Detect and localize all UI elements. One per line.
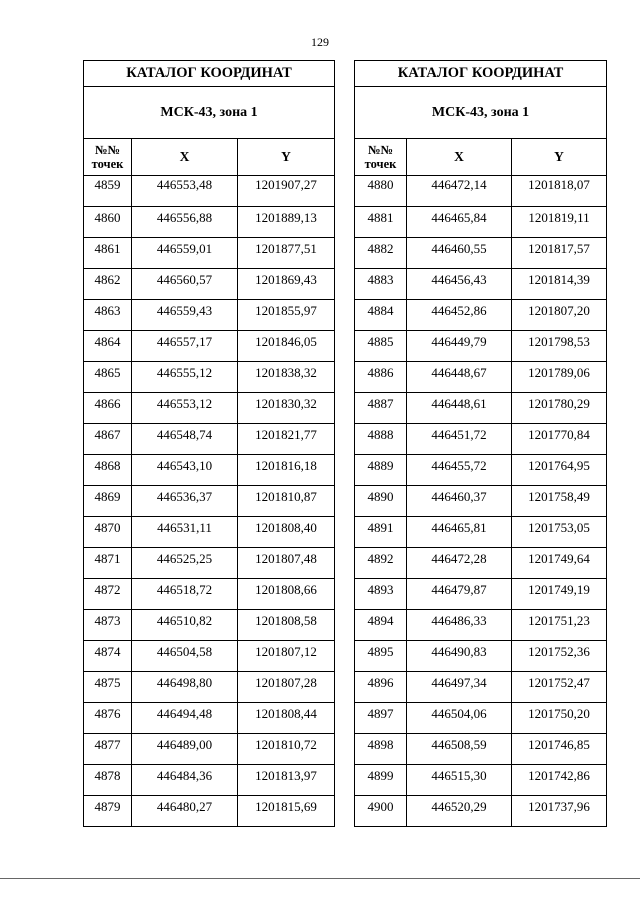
- y-header: Y: [238, 139, 335, 176]
- table-row: [84, 486, 335, 517]
- y-coordinate-cell: 1201855,97: [238, 300, 335, 331]
- table-row: [84, 672, 335, 703]
- y-coordinate-cell: 1201830,32: [238, 393, 335, 424]
- x-coordinate-cell: 446452,86: [407, 300, 512, 331]
- point-number-cell: 4897: [355, 703, 407, 734]
- y-coordinate-cell: 1201838,32: [238, 362, 335, 393]
- x-coordinate-cell: 446456,43: [407, 269, 512, 300]
- point-number-cell: 4862: [84, 269, 132, 300]
- table-row: [84, 579, 335, 610]
- point-number-header-line2: точек: [91, 157, 124, 171]
- table-row: [355, 424, 607, 455]
- y-coordinate-cell: 1201889,13: [238, 207, 335, 238]
- x-coordinate-cell: 446498,80: [132, 672, 238, 703]
- point-number-cell: 4879: [84, 796, 132, 827]
- x-coordinate-cell: 446472,14: [407, 176, 512, 207]
- point-number-cell: 4872: [84, 579, 132, 610]
- point-number-cell: 4888: [355, 424, 407, 455]
- point-number-header-line2: точек: [364, 157, 397, 171]
- y-coordinate-cell: 1201813,97: [238, 765, 335, 796]
- point-number-cell: 4883: [355, 269, 407, 300]
- point-number-header-line1: №№: [94, 143, 121, 157]
- y-coordinate-cell: 1201877,51: [238, 238, 335, 269]
- y-coordinate-cell: 1201810,87: [238, 486, 335, 517]
- x-coordinate-cell: 446543,10: [132, 455, 238, 486]
- point-number-header: [355, 139, 407, 176]
- point-number-cell: 4887: [355, 393, 407, 424]
- table-row: [355, 703, 607, 734]
- x-coordinate-cell: 446518,72: [132, 579, 238, 610]
- table-row: [355, 765, 607, 796]
- point-number-cell: 4878: [84, 765, 132, 796]
- point-number-cell: 4889: [355, 455, 407, 486]
- point-number-cell: 4874: [84, 641, 132, 672]
- table-row: [355, 362, 607, 393]
- y-coordinate-cell: 1201808,66: [238, 579, 335, 610]
- y-coordinate-cell: 1201751,23: [512, 610, 607, 641]
- table-row: [84, 362, 335, 393]
- table-row: [355, 455, 607, 486]
- point-number-cell: 4865: [84, 362, 132, 393]
- point-number-cell: 4881: [355, 207, 407, 238]
- point-number-cell: 4886: [355, 362, 407, 393]
- point-number-header-line1: №№: [367, 143, 394, 157]
- table-row: [84, 641, 335, 672]
- table-row: [84, 610, 335, 641]
- table-row: [84, 548, 335, 579]
- table-row: [355, 734, 607, 765]
- x-coordinate-cell: 446494,48: [132, 703, 238, 734]
- x-coordinate-cell: 446484,36: [132, 765, 238, 796]
- x-coordinate-cell: 446480,27: [132, 796, 238, 827]
- point-number-cell: 4860: [84, 207, 132, 238]
- y-coordinate-cell: 1201869,43: [238, 269, 335, 300]
- x-coordinate-cell: 446448,61: [407, 393, 512, 424]
- point-number-cell: 4884: [355, 300, 407, 331]
- table-row: [355, 269, 607, 300]
- table-row: [84, 734, 335, 765]
- point-number-cell: 4885: [355, 331, 407, 362]
- table-row: [84, 238, 335, 269]
- point-number-cell: 4875: [84, 672, 132, 703]
- table-row: [84, 176, 335, 207]
- y-coordinate-cell: 1201821,77: [238, 424, 335, 455]
- x-coordinate-cell: 446553,12: [132, 393, 238, 424]
- point-number-cell: 4882: [355, 238, 407, 269]
- table-row: [84, 393, 335, 424]
- coordinate-catalog-table-right: [354, 60, 607, 827]
- catalog-title: КАТАЛОГ КООРДИНАТ: [84, 61, 335, 87]
- y-coordinate-cell: 1201770,84: [512, 424, 607, 455]
- table-row: [84, 765, 335, 796]
- x-coordinate-cell: 446510,82: [132, 610, 238, 641]
- y-coordinate-cell: 1201818,07: [512, 176, 607, 207]
- x-coordinate-cell: 446460,37: [407, 486, 512, 517]
- x-coordinate-cell: 446508,59: [407, 734, 512, 765]
- point-number-cell: 4893: [355, 579, 407, 610]
- coordinate-system-subtitle: МСК-43, зона 1: [84, 87, 335, 139]
- y-coordinate-cell: 1201753,05: [512, 517, 607, 548]
- coordinate-system-subtitle: МСК-43, зона 1: [355, 87, 607, 139]
- x-coordinate-cell: 446525,25: [132, 548, 238, 579]
- point-number-cell: 4880: [355, 176, 407, 207]
- y-coordinate-cell: 1201758,49: [512, 486, 607, 517]
- x-coordinate-cell: 446489,00: [132, 734, 238, 765]
- x-coordinate-cell: 446490,83: [407, 641, 512, 672]
- coordinate-catalog-table-left: [83, 60, 335, 827]
- table-row: [84, 517, 335, 548]
- catalog-title: КАТАЛОГ КООРДИНАТ: [355, 61, 607, 87]
- y-coordinate-cell: 1201808,40: [238, 517, 335, 548]
- y-coordinate-cell: 1201807,12: [238, 641, 335, 672]
- x-coordinate-cell: 446465,81: [407, 517, 512, 548]
- x-coordinate-cell: 446556,88: [132, 207, 238, 238]
- x-coordinate-cell: 446553,48: [132, 176, 238, 207]
- y-coordinate-cell: 1201752,36: [512, 641, 607, 672]
- point-number-cell: 4870: [84, 517, 132, 548]
- table-row: [355, 610, 607, 641]
- table-row: [355, 548, 607, 579]
- y-coordinate-cell: 1201808,58: [238, 610, 335, 641]
- x-coordinate-cell: 446515,30: [407, 765, 512, 796]
- table-row: [84, 703, 335, 734]
- point-number-cell: 4859: [84, 176, 132, 207]
- x-header: X: [407, 139, 512, 176]
- point-number-cell: 4871: [84, 548, 132, 579]
- y-coordinate-cell: 1201815,69: [238, 796, 335, 827]
- table-row: [355, 579, 607, 610]
- point-number-cell: 4866: [84, 393, 132, 424]
- x-coordinate-cell: 446555,12: [132, 362, 238, 393]
- point-number-cell: 4877: [84, 734, 132, 765]
- table-row: [84, 207, 335, 238]
- x-coordinate-cell: 446557,17: [132, 331, 238, 362]
- y-coordinate-cell: 1201798,53: [512, 331, 607, 362]
- point-number-cell: 4891: [355, 517, 407, 548]
- point-number-header: [84, 139, 132, 176]
- point-number-cell: 4894: [355, 610, 407, 641]
- point-number-cell: 4864: [84, 331, 132, 362]
- x-coordinate-cell: 446504,06: [407, 703, 512, 734]
- point-number-cell: 4873: [84, 610, 132, 641]
- x-coordinate-cell: 446559,43: [132, 300, 238, 331]
- y-coordinate-cell: 1201817,57: [512, 238, 607, 269]
- x-coordinate-cell: 446460,55: [407, 238, 512, 269]
- x-coordinate-cell: 446536,37: [132, 486, 238, 517]
- x-coordinate-cell: 446479,87: [407, 579, 512, 610]
- y-coordinate-cell: 1201742,86: [512, 765, 607, 796]
- table-row: [84, 424, 335, 455]
- table-row: [355, 641, 607, 672]
- x-coordinate-cell: 446548,74: [132, 424, 238, 455]
- y-coordinate-cell: 1201814,39: [512, 269, 607, 300]
- y-coordinate-cell: 1201750,20: [512, 703, 607, 734]
- x-coordinate-cell: 446497,34: [407, 672, 512, 703]
- table-row: [355, 300, 607, 331]
- table-row: [84, 796, 335, 827]
- y-coordinate-cell: 1201749,19: [512, 579, 607, 610]
- point-number-cell: 4895: [355, 641, 407, 672]
- x-coordinate-cell: 446504,58: [132, 641, 238, 672]
- x-coordinate-cell: 446451,72: [407, 424, 512, 455]
- table-row: [84, 300, 335, 331]
- table-row: [355, 176, 607, 207]
- y-coordinate-cell: 1201807,20: [512, 300, 607, 331]
- y-coordinate-cell: 1201752,47: [512, 672, 607, 703]
- point-number-cell: 4898: [355, 734, 407, 765]
- point-number-cell: 4900: [355, 796, 407, 827]
- x-coordinate-cell: 446472,28: [407, 548, 512, 579]
- point-number-cell: 4896: [355, 672, 407, 703]
- table-row: [84, 455, 335, 486]
- point-number-cell: 4876: [84, 703, 132, 734]
- point-number-cell: 4867: [84, 424, 132, 455]
- y-coordinate-cell: 1201789,06: [512, 362, 607, 393]
- x-coordinate-cell: 446455,72: [407, 455, 512, 486]
- table-row: [84, 331, 335, 362]
- table-row: [355, 393, 607, 424]
- table-row: [355, 207, 607, 238]
- x-coordinate-cell: 446560,57: [132, 269, 238, 300]
- point-number-cell: 4890: [355, 486, 407, 517]
- table-body: [84, 176, 335, 827]
- table-row: [355, 517, 607, 548]
- y-coordinate-cell: 1201737,96: [512, 796, 607, 827]
- table-row: [355, 796, 607, 827]
- x-coordinate-cell: 446465,84: [407, 207, 512, 238]
- y-coordinate-cell: 1201807,48: [238, 548, 335, 579]
- point-number-cell: 4861: [84, 238, 132, 269]
- y-coordinate-cell: 1201819,11: [512, 207, 607, 238]
- y-coordinate-cell: 1201816,18: [238, 455, 335, 486]
- point-number-cell: 4863: [84, 300, 132, 331]
- x-coordinate-cell: 446449,79: [407, 331, 512, 362]
- x-coordinate-cell: 446448,67: [407, 362, 512, 393]
- x-coordinate-cell: 446520,29: [407, 796, 512, 827]
- point-number-cell: 4869: [84, 486, 132, 517]
- y-coordinate-cell: 1201807,28: [238, 672, 335, 703]
- x-coordinate-cell: 446559,01: [132, 238, 238, 269]
- page-bottom-rule: [0, 878, 640, 879]
- x-coordinate-cell: 446486,33: [407, 610, 512, 641]
- y-coordinate-cell: 1201907,27: [238, 176, 335, 207]
- page-number: 129: [311, 35, 329, 49]
- table-row: [355, 238, 607, 269]
- table-row: [355, 486, 607, 517]
- y-coordinate-cell: 1201749,64: [512, 548, 607, 579]
- y-coordinate-cell: 1201810,72: [238, 734, 335, 765]
- y-coordinate-cell: 1201764,95: [512, 455, 607, 486]
- y-coordinate-cell: 1201780,29: [512, 393, 607, 424]
- x-header: X: [132, 139, 238, 176]
- point-number-cell: 4868: [84, 455, 132, 486]
- y-header: Y: [512, 139, 607, 176]
- y-coordinate-cell: 1201808,44: [238, 703, 335, 734]
- y-coordinate-cell: 1201846,05: [238, 331, 335, 362]
- x-coordinate-cell: 446531,11: [132, 517, 238, 548]
- point-number-cell: 4899: [355, 765, 407, 796]
- table-row: [355, 331, 607, 362]
- table-body: [355, 176, 607, 827]
- table-row: [355, 672, 607, 703]
- y-coordinate-cell: 1201746,85: [512, 734, 607, 765]
- point-number-cell: 4892: [355, 548, 407, 579]
- table-row: [84, 269, 335, 300]
